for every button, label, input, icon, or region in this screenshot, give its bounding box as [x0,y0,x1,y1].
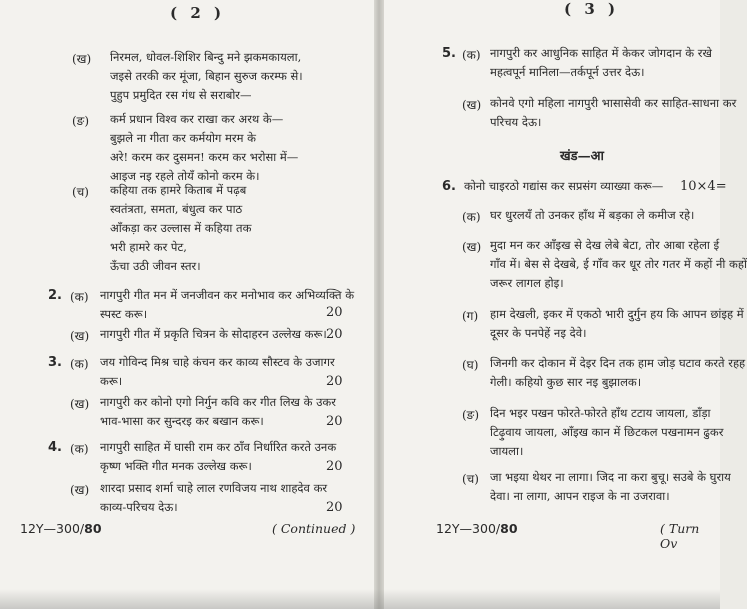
poem-label: (ख) [72,52,92,66]
passage-line: जा भइया थेथर ना लागा। जिद ना करा बुचू। सउबे के घुराय [490,470,731,484]
poem-line: कर्म प्रधान विश्व कर राखा कर अरथ के— [110,112,284,126]
question-text: नागपुरी साहित में घासी राम कर ठाँव निर्धारित करते उनक [100,440,337,454]
question-text: नागपुरी गीत में प्रकृति चित्रन के सोदाहरन उल्लेख करू। [100,327,327,341]
section-heading: खंड—आ [560,149,604,164]
sub-label: (ख) [462,240,482,254]
turn-over-note: ( Turn Ov [660,521,700,551]
passage-line: दूसर के पनपेहें नइ देवे। [490,326,587,340]
paper-code: 12Y—300/80 [436,521,518,536]
question-text: भाव-भासा कर सुन्दरइ कर बखान करू। [100,414,264,428]
paper-code: 12Y—300/80 [20,521,102,536]
passage-line: दिन भइर पखन फोरते-फोरते हाँथ टटाय जायला, डाँड़ा [490,406,711,420]
page-number: ( 2 ) [170,4,226,22]
right-page [384,0,747,609]
sub-label: (घ) [462,358,479,372]
question-number: 3. [48,355,62,370]
marks: 20 [326,500,343,515]
marks: 20 [326,305,343,320]
marks: 20 [326,327,343,342]
poem-line: ऊँचा उठी जीवन स्तर। [110,259,201,273]
question-text: नागपुरी कर आधुनिक साहित में केकर जोगदान के रखे [490,46,712,60]
sub-label: (ग) [462,309,479,323]
question-prompt: कोनो चाइरठो गद्यांस कर सप्रसंग व्याख्या करू— [464,179,664,193]
passage-line: गाँव में। बेस से देखबे, ई गाँव कर धूर तोर गतर में कहों नी कहों [490,257,747,271]
sub-label: (क) [70,357,89,371]
question-text: परिचय देऊ। [490,115,542,129]
poem-line: आइज नइ रहले तोयँ कोनो करम के। [110,169,260,183]
book-gutter [374,0,384,609]
sub-label: (च) [462,472,479,486]
page-number: ( 3 ) [564,0,620,18]
marks: 20 [326,459,343,474]
question-text: जय गोविन्द मिश्र चाहे कंचन कर काव्य सौस्टव के उजागर [100,355,335,369]
poem-line: अरे! करम कर दुसमन! करम कर भरोसा में— [110,150,299,164]
question-number: 2. [48,288,62,303]
sub-label: (ख) [70,397,90,411]
sub-label: (ख) [70,329,90,343]
poem-line: जइसे तरकी कर मूंजा, बिहान सुरुज करम्फ से। [110,69,303,83]
passage-line: गेली। कहियो कुछ सार नइ बुझालक। [490,375,642,389]
passage-line: मुदा मन कर आँइख से देख लेबे बेटा, तोर आबा रहेला ई [490,238,720,252]
question-text: करू। [100,374,123,388]
question-text: कृष्ण भक्ति गीत मनक उल्लेख करू। [100,459,252,473]
sub-label: (क) [70,442,89,456]
question-number: 4. [48,440,62,455]
poem-label: (च) [72,185,89,199]
poem-line: निरमल, धोवल-शिशिर बिन्दु मने झकमकायला, [110,50,302,64]
sub-label: (क) [70,290,89,304]
question-number: 5. [442,46,456,61]
passage-line: जरूर लागल होइ। [490,276,564,290]
continued-note: ( Continued ) [272,521,356,536]
poem-line: आँकड़ा कर उल्लास में कहिया तक [110,221,252,235]
sub-label: (क) [462,210,481,224]
passage-line: देवा। ना लागा, आपन राइज के ना उजरावा। [490,489,670,503]
passage-line: जायला। [490,444,524,458]
sub-label: (ख) [70,483,90,497]
question-text: महत्वपूर्न मानिला—तर्कपूर्न उत्तर देऊ। [490,65,645,79]
passage-line: घर धुरलयँ तो उनकर हाँथ में बड़का ले कमीज रहे। [490,208,695,222]
marks: 20 [326,414,343,429]
question-text: स्पस्ट करू। [100,307,148,321]
poem-line: कहिया तक हामरे किताब में पढ़ब [110,183,247,197]
question-text: कोनवे एगो महिला नागपुरी भासासेवी कर साहित-साधना कर [490,96,737,110]
question-text: शारदा प्रसाद शर्मा चाहे लाल रणविजय नाथ शाहदेव कर [100,481,328,495]
sub-label: (ङ) [462,408,480,422]
sub-label: (क) [462,48,481,62]
marks: 10×4= [680,179,727,194]
poem-line: स्वतंत्रता, समता, बंधुत्व कर पाठ [110,202,243,216]
poem-line: पुहुप प्रमुदित रस गंध से सराबोर— [110,88,252,102]
question-text: नागपुरी गीत मन में जनजीवन कर मनोभाव कर अभिव्यक्ति के [100,288,355,302]
poem-label: (ङ) [72,114,90,128]
question-text: नागपुरी कर कोनो एगो निर्गुन कवि कर गीत लिख के उकर [100,395,336,409]
passage-line: टिढ़ुवाय जायला, आँइख कान में छिटकल पखनामन ढुकर [490,425,724,439]
passage-line: जिनगी कर दोकान में देइर दिन तक हाम जोड़ घटाव करते रहह [490,356,746,370]
sub-label: (ख) [462,98,482,112]
bottom-shadow [0,589,720,609]
passage-line: हाम देखली, इकर में एकठो भारी दुर्गुन हय कि आपन छांइह में [490,307,744,321]
poem-line: बुझले ना गीता कर कर्मयोग मरम के [110,131,256,145]
question-text: काव्य-परिचय देऊ। [100,500,178,514]
question-number: 6. [442,179,456,194]
poem-line: भरी हामरे कर पेट, [110,240,187,254]
marks: 20 [326,374,343,389]
